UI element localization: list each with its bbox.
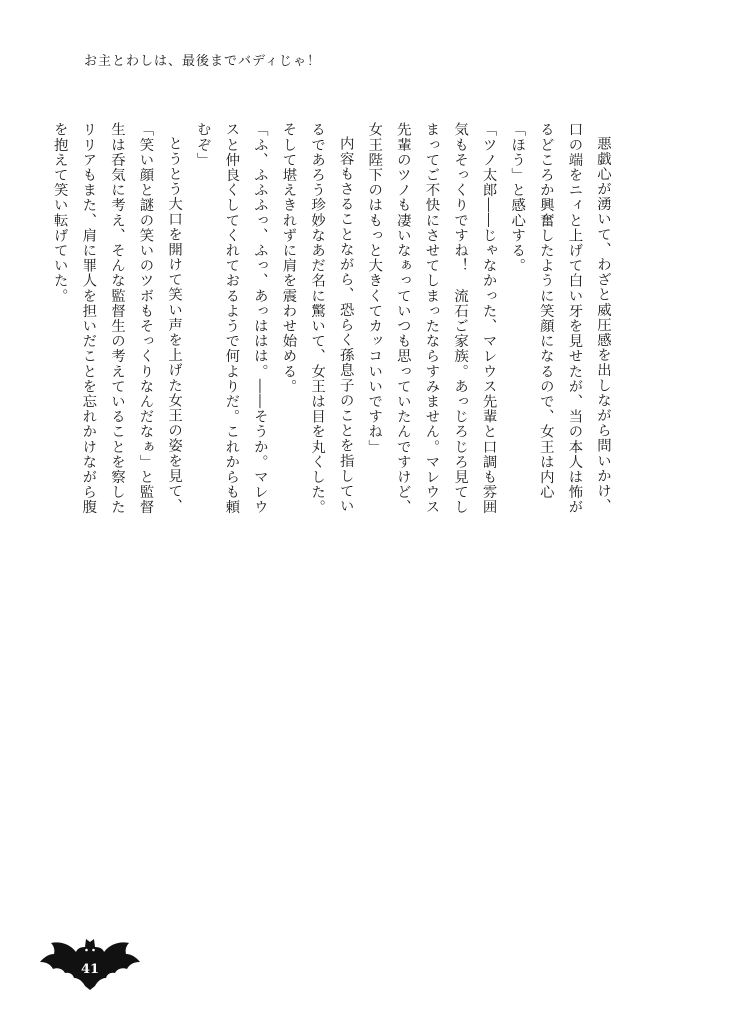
paragraph-2: 「ツノ太郎――じゃなかった、マレウス先輩と口調も雰囲気もそっくりですね！ 流石ご家族。あっじろじろ見てしまってご不快にさせてしまったならすみません。マレウス先輩のツノも凄いなぁっていつも思っていたんですけど、女王陛下のはもっと大きくてカッコいいですね」 bbox=[366, 122, 497, 515]
page-number: 41 bbox=[80, 962, 100, 977]
body-text bbox=[45, 122, 617, 522]
paragraph-3: 内容もさることながら、恐らく孫息子のことを指しているであろう珍妙なあだ名に驚いて、女王は目を丸くした。そして堪えきれずに肩を震わせ始める。 bbox=[280, 122, 354, 515]
page-folio bbox=[40, 938, 140, 990]
paragraph-1: 悪戯心が湧いて、わざと威圧感を出しながら問いかけ、口の端をニィと上げて白い牙を見せたが、当の本人は怖がるどころか興奮したように笑顔になるので、女王は内心「ほう」と感心する。 bbox=[509, 122, 611, 515]
paragraph-5: とうとう大口を開けて笑い声を上げた女王の姿を見て、「笑い顔と謎の笑いのツボもそっくりなんだなぁ」と監督生は呑気に考え、そんな監督生の考えていることを察したリリアもまた、肩に罪人を担いだことを忘れかけながら腹を抱えて笑い転げていた。 bbox=[51, 122, 183, 515]
paragraph-4: 「ふ、ふふふっ、ふっ、あっははは。――そうか。マレウスと仲良くしてくれておるようで何よりだ。これからも頼むぞ」 bbox=[194, 122, 268, 515]
running-header: お主とわしは、最後までバディじゃ！ bbox=[84, 54, 321, 69]
